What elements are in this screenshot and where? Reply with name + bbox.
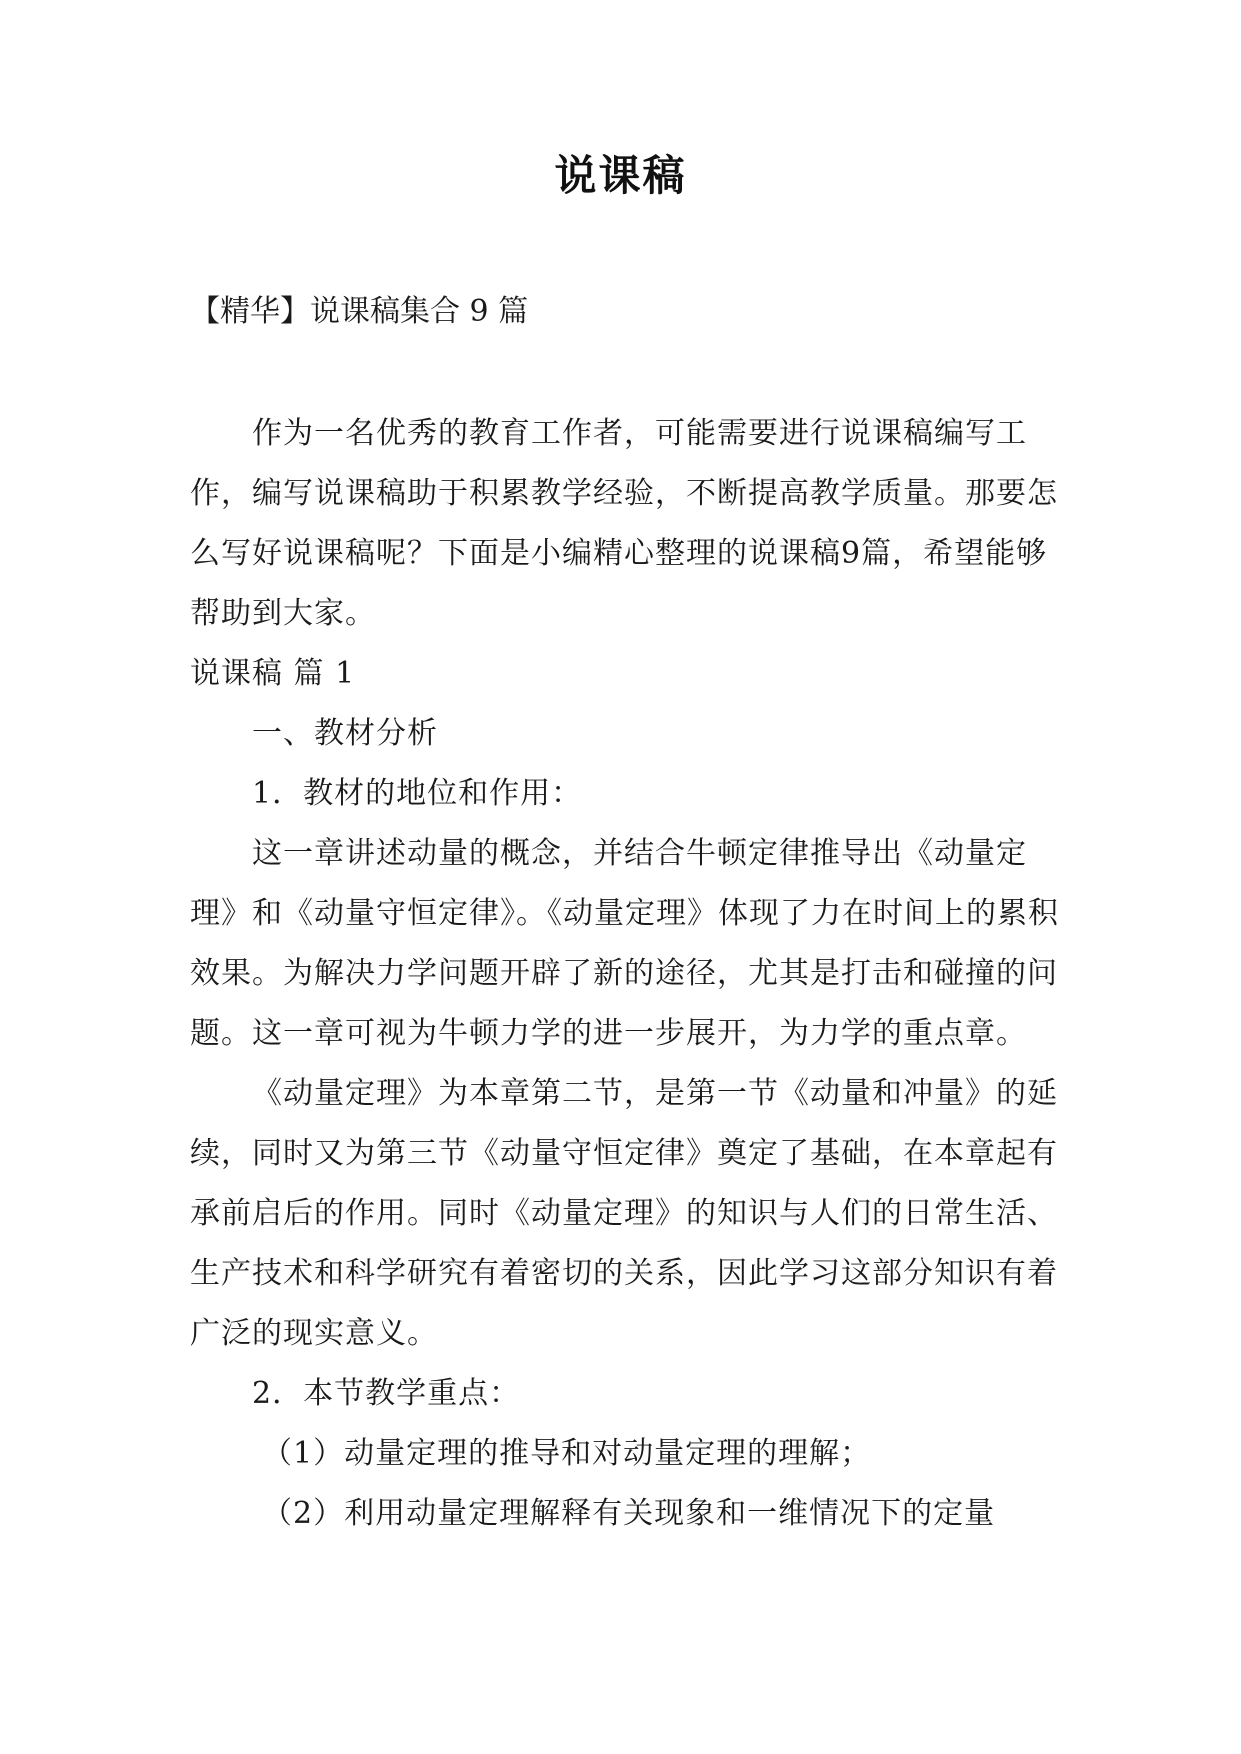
item-heading: 1．教材的地位和作用：: [252, 776, 583, 811]
document-subtitle: 【精华】说课稿集合 9 篇: [190, 294, 529, 329]
list-item: （1）动量定理的推导和对动量定理的理解；: [262, 1436, 872, 1471]
document-body: [190, 404, 1070, 1544]
document-title: 说课稿: [554, 151, 687, 200]
body-paragraph: 这一章讲述动量的概念，并结合牛顿定律推导出《动量定理》和《动量守恒定律》。《动量定理》体现了力在时间上的累积效果。为解决力学问题开辟了新的途径，尤其是打击和碰撞的问题。这一章可视为牛顿力学的进一步展开，为力学的重点章。: [190, 836, 1059, 1051]
section-heading: 说课稿 篇 1: [190, 656, 356, 691]
list-item: （2）利用动量定理解释有关现象和一维情况下的定量: [262, 1496, 996, 1531]
part-heading: 一、教材分析: [252, 716, 438, 751]
intro-paragraph: 作为一名优秀的教育工作者，可能需要进行说课稿编写工作，编写说课稿助于积累教学经验，不断提高教学质量。那要怎么写好说课稿呢？下面是小编精心整理的说课稿9篇，希望能够帮助到大家。: [190, 416, 1058, 631]
item-heading: 2．本节教学重点：: [252, 1376, 521, 1411]
body-paragraph: 《动量定理》为本章第二节，是第一节《动量和冲量》的延续，同时又为第三节《动量守恒定律》奠定了基础，在本章起有承前启后的作用。同时《动量定理》的知识与人们的日常生活、生产技术和科学研究有着密切的关系，因此学习这部分知识有着广泛的现实意义。: [190, 1076, 1058, 1351]
